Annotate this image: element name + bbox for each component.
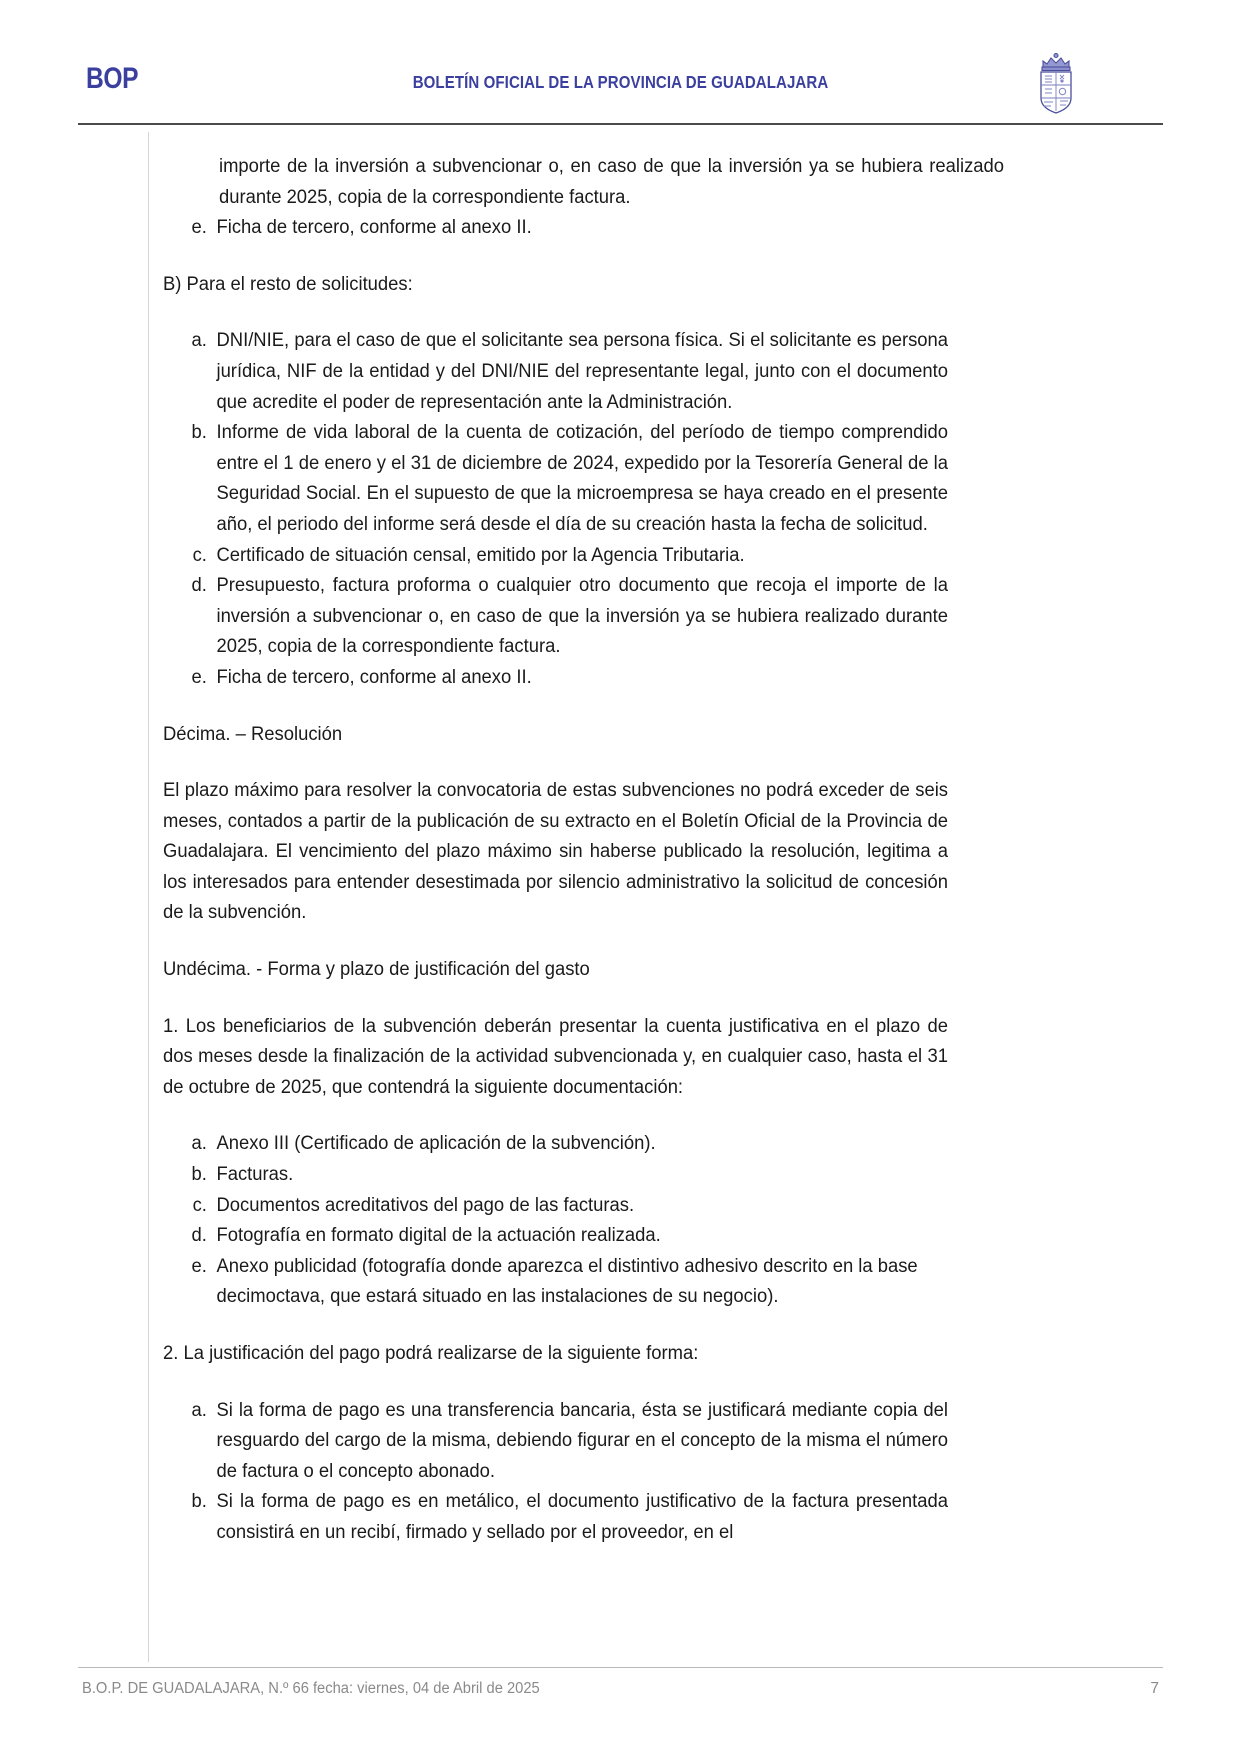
header-divider xyxy=(78,123,1163,125)
list-item-label: e. xyxy=(191,217,207,239)
section-b-heading: B) Para el resto de solicitudes: xyxy=(163,273,413,295)
list-item xyxy=(163,1252,948,1313)
footer-divider xyxy=(78,1667,1163,1668)
list-item-label: a. xyxy=(191,1399,207,1421)
page-header xyxy=(78,46,1163,118)
list-item-label: e. xyxy=(191,1255,207,1277)
list-item xyxy=(163,1129,948,1160)
list-item-label: d. xyxy=(191,575,207,597)
undecima-heading: Undécima. - Forma y plazo de justificación del gasto xyxy=(163,959,590,981)
list-item-label: d. xyxy=(191,1225,207,1247)
page-number: 7 xyxy=(1150,1680,1159,1697)
list-item-text: Certificado de situación censal, emitido por la Agencia Tributaria. xyxy=(216,544,745,566)
list-item-text: DNI/NIE, para el caso de que el solicitante sea persona física. Si el solicitante es persona jurídica, NIF de la entidad y del DNI/NIE del representante legal, junto con el documento que acredite el poder de representación ante la Administración. xyxy=(216,330,949,413)
document-body xyxy=(163,152,1005,1549)
list-item-text: Fotografía en formato digital de la actuación realizada. xyxy=(216,1225,661,1247)
decima-paragraph: El plazo máximo para resolver la convocatoria de estas subvenciones no podrá exceder de seis meses, contados a partir de la publicación de su extracto en el Boletín Oficial de la Provincia de Guadalajara. El vencimiento del plazo máximo sin haberse publicado la resolución, legitima a los interesados para entender desestimada por silencio administrativo la solicitud de concesión de la subvención. xyxy=(163,780,949,924)
list-item-label: c. xyxy=(192,544,207,566)
list-item-text: Informe de vida laboral de la cuenta de cotización, del período de tiempo comprendido entre el 1 de enero y el 31 de diciembre de 2024, expedido por la Tesorería General de la Seguridad Social. En el supuesto de que la microempresa se haya creado en el presente año, el periodo del informe será desde el día de su creación hasta la fecha de solicitud. xyxy=(216,422,949,535)
paragraph-continuation: importe de la inversión a subvencionar o, en caso de que la inversión ya se hubiera realizado durante 2025, copia de la correspondiente factura. xyxy=(219,156,1005,208)
undecima-item-1: 1. Los beneficiarios de la subvención deberán presentar la cuenta justificativa en el plazo de dos meses desde la finalización de la actividad subvencionada y, en cualquier caso, hasta el 31 de octubre de 2025, que contendrá la siguiente documentación: xyxy=(163,1015,949,1098)
page-title: BOLETÍN OFICIAL DE LA PROVINCIA DE GUADALAJARA xyxy=(412,72,829,92)
list-item-label: a. xyxy=(191,1133,207,1155)
left-margin-rule xyxy=(148,132,149,1662)
list-item xyxy=(163,663,948,694)
list-item-text: Ficha de tercero, conforme al anexo II. xyxy=(216,217,532,239)
list-item xyxy=(163,418,948,540)
list-item xyxy=(163,326,948,418)
list-item-text: Si la forma de pago es en metálico, el documento justificativo de la factura presentada consistirá en un recibí, firmado y sellado por el proveedor, en el xyxy=(216,1491,949,1543)
list-item-text: Presupuesto, factura proforma o cualquier otro documento que recoja el importe de la inversión a subvencionar o, en caso de que la inversión ya se hubiera realizado durante 2025, copia de la correspondiente factura. xyxy=(216,575,949,658)
list-item-label: c. xyxy=(192,1194,207,1216)
list-item xyxy=(163,1221,948,1252)
list-item-label: a. xyxy=(191,330,207,352)
list-item-text: Anexo publicidad (fotografía donde aparezca el distintivo adhesivo descrito en la base decimoctava, que estará situado en las instalaciones de su negocio). xyxy=(216,1255,918,1308)
list-group-b xyxy=(163,326,948,693)
coat-of-arms-icon xyxy=(1033,48,1079,116)
list-group-a xyxy=(163,213,948,244)
undecima-item-2: 2. La justificación del pago podrá realizarse de la siguiente forma: xyxy=(163,1343,699,1364)
list-item-text: Ficha de tercero, conforme al anexo II. xyxy=(216,666,532,688)
list-item xyxy=(163,213,948,244)
list-item-label: b. xyxy=(191,1491,207,1513)
list-group-c xyxy=(163,1129,948,1313)
list-item-text: Facturas. xyxy=(216,1164,294,1186)
list-item-text: Si la forma de pago es una transferencia bancaria, ésta se justificará mediante copia del resguardo del cargo de la misma, debiendo figurar en el concepto de la misma el número de factura o el concepto abonado. xyxy=(216,1399,949,1482)
list-item-text: Anexo III (Certificado de aplicación de la subvención). xyxy=(216,1133,656,1155)
list-item xyxy=(163,541,948,572)
list-item-label: b. xyxy=(191,422,207,444)
list-group-d xyxy=(163,1396,948,1549)
list-item-label: e. xyxy=(191,666,207,688)
decima-heading: Décima. – Resolución xyxy=(163,723,343,745)
list-item-text: Documentos acreditativos del pago de las facturas. xyxy=(216,1194,635,1216)
list-item xyxy=(163,571,948,663)
list-item xyxy=(163,1160,948,1191)
bop-logo: BOP xyxy=(86,62,139,95)
list-item xyxy=(163,1191,948,1222)
list-item xyxy=(163,1487,948,1548)
footer-publication-info: B.O.P. DE GUADALAJARA, N.º 66 fecha: viernes, 04 de Abril de 2025 xyxy=(82,1680,540,1697)
list-item xyxy=(163,1396,948,1488)
list-item-label: b. xyxy=(191,1164,207,1186)
